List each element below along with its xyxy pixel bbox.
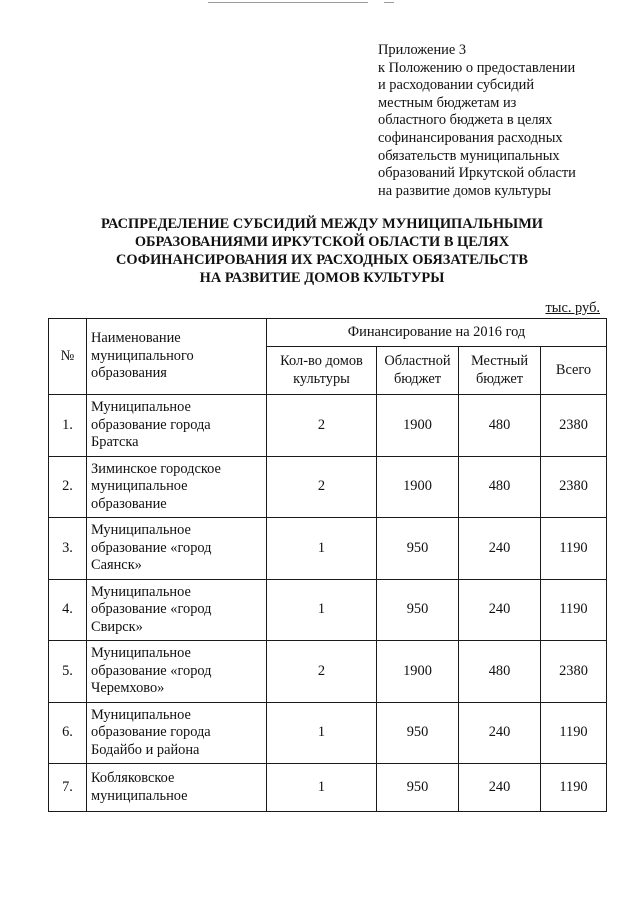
table-row bbox=[49, 395, 607, 457]
cell-num: 2. bbox=[49, 456, 87, 518]
appendix-line: Приложение 3 bbox=[378, 42, 467, 58]
cell-regional: 1900 bbox=[377, 395, 459, 457]
cell-houses: 2 bbox=[267, 456, 377, 518]
scan-artifact-line bbox=[208, 2, 368, 3]
cell-total: 1190 bbox=[541, 579, 607, 641]
cell-regional: 950 bbox=[377, 518, 459, 580]
cell-local: 240 bbox=[459, 764, 541, 812]
cell-local: 480 bbox=[459, 456, 541, 518]
cell-num: 4. bbox=[49, 579, 87, 641]
appendix-line: к Положению о предоставлении bbox=[378, 59, 576, 76]
header-name: Наименование муниципального образования bbox=[87, 319, 267, 395]
document-title bbox=[60, 215, 584, 287]
cell-regional: 1900 bbox=[377, 641, 459, 703]
cell-name: Муниципальное образование «город Черемхово» bbox=[87, 641, 267, 703]
cell-houses: 1 bbox=[267, 702, 377, 764]
cell-houses: 1 bbox=[267, 518, 377, 580]
table-row bbox=[49, 764, 607, 812]
table-row bbox=[49, 518, 607, 580]
title-line: НА РАЗВИТИЕ ДОМОВ КУЛЬТУРЫ bbox=[199, 270, 445, 286]
cell-local: 480 bbox=[459, 641, 541, 703]
cell-total: 2380 bbox=[541, 456, 607, 518]
cell-local: 480 bbox=[459, 395, 541, 457]
cell-regional: 1900 bbox=[377, 456, 459, 518]
cell-total: 2380 bbox=[541, 395, 607, 457]
cell-total: 1190 bbox=[541, 764, 607, 812]
cell-name: Муниципальное образование «город Саянск» bbox=[87, 518, 267, 580]
table-row bbox=[49, 579, 607, 641]
cell-num: 6. bbox=[49, 702, 87, 764]
cell-houses: 2 bbox=[267, 395, 377, 457]
cell-num: 1. bbox=[49, 395, 87, 457]
header-num: № bbox=[49, 319, 87, 395]
cell-total: 2380 bbox=[541, 641, 607, 703]
header-total: Всего bbox=[541, 347, 607, 395]
cell-local: 240 bbox=[459, 702, 541, 764]
appendix-line: местным бюджетам из bbox=[378, 94, 517, 111]
header-local-budget: Местный бюджет bbox=[459, 347, 541, 395]
cell-local: 240 bbox=[459, 579, 541, 641]
cell-houses: 2 bbox=[267, 641, 377, 703]
table-row bbox=[49, 702, 607, 764]
subsidy-table bbox=[48, 318, 607, 812]
cell-houses: 1 bbox=[267, 764, 377, 812]
cell-local: 240 bbox=[459, 518, 541, 580]
table-header-row bbox=[49, 319, 607, 347]
cell-regional: 950 bbox=[377, 702, 459, 764]
cell-regional: 950 bbox=[377, 579, 459, 641]
cell-name: Муниципальное образование города Братска bbox=[87, 395, 267, 457]
appendix-line: и расходовании субсидий bbox=[378, 77, 535, 94]
table-row bbox=[49, 641, 607, 703]
table-row bbox=[49, 456, 607, 518]
cell-name: Кобляковское муниципальное bbox=[87, 764, 267, 812]
cell-name: Муниципальное образование «город Свирск» bbox=[87, 579, 267, 641]
appendix-line: на развитие домов культуры bbox=[378, 182, 552, 199]
cell-houses: 1 bbox=[267, 579, 377, 641]
title-line: ОБРАЗОВАНИЯМИ ИРКУТСКОЙ ОБЛАСТИ В ЦЕЛЯХ bbox=[134, 234, 510, 250]
appendix-line: софинансирования расходных bbox=[378, 129, 563, 146]
cell-num: 3. bbox=[49, 518, 87, 580]
units-label: тыс. руб. bbox=[545, 300, 600, 316]
scan-artifact-line bbox=[384, 2, 394, 3]
cell-regional: 950 bbox=[377, 764, 459, 812]
cell-num: 5. bbox=[49, 641, 87, 703]
cell-name: Зиминское городское муниципальное образование bbox=[87, 456, 267, 518]
cell-total: 1190 bbox=[541, 518, 607, 580]
header-houses: Кол-во домов культуры bbox=[267, 347, 377, 395]
title-line: РАСПРЕДЕЛЕНИЕ СУБСИДИЙ МЕЖДУ МУНИЦИПАЛЬНЫМИ bbox=[101, 216, 543, 232]
appendix-reference bbox=[378, 42, 618, 200]
cell-num: 7. bbox=[49, 764, 87, 812]
appendix-line: обязательств муниципальных bbox=[378, 147, 560, 164]
appendix-line: областного бюджета в целях bbox=[378, 112, 553, 129]
appendix-line: образований Иркутской области bbox=[378, 165, 576, 182]
cell-total: 1190 bbox=[541, 702, 607, 764]
cell-name: Муниципальное образование города Бодайбо и района bbox=[87, 702, 267, 764]
header-financing: Финансирование на 2016 год bbox=[267, 319, 607, 347]
title-line: СОФИНАНСИРОВАНИЯ ИХ РАСХОДНЫХ ОБЯЗАТЕЛЬСТВ bbox=[115, 252, 529, 268]
header-regional-budget: Областной бюджет bbox=[377, 347, 459, 395]
